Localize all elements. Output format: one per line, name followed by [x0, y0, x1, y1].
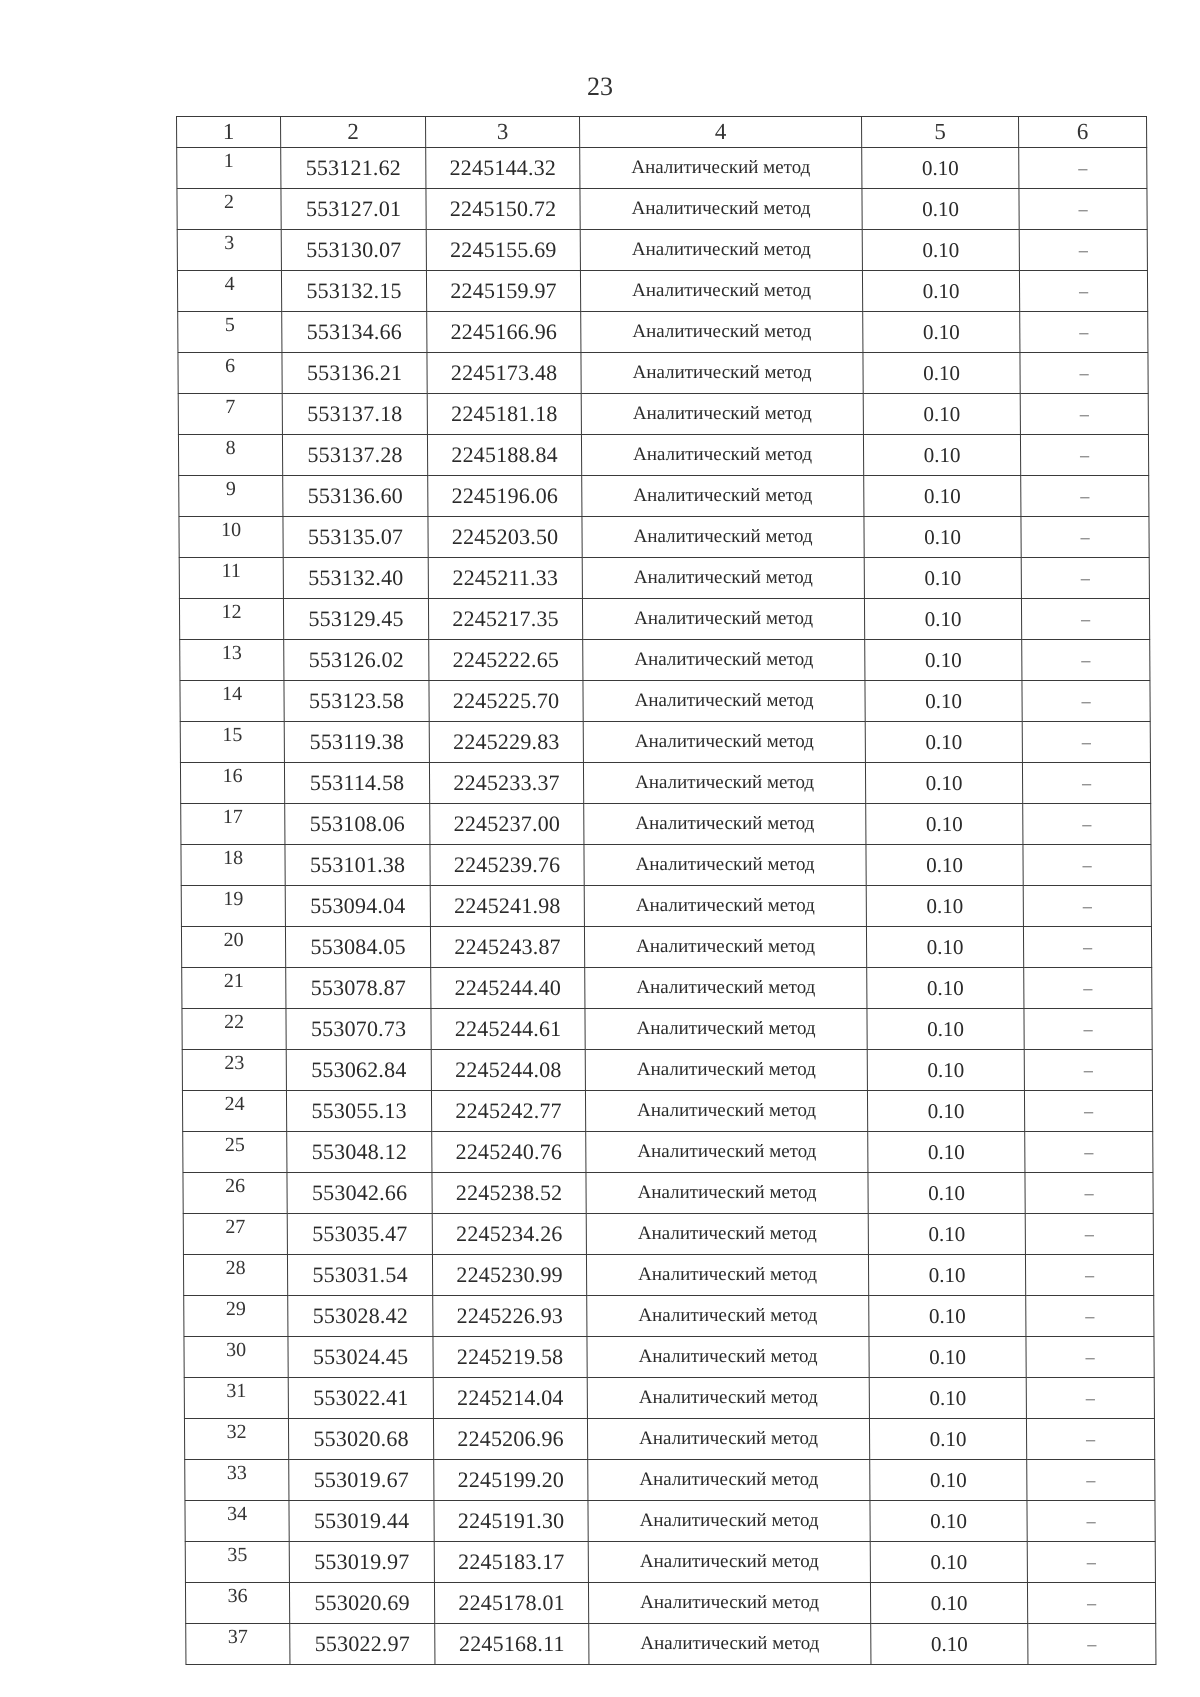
point-number-cell: 14: [180, 681, 284, 722]
x-coordinate-cell: 553129.45: [283, 599, 428, 640]
table-row: [181, 845, 1151, 886]
precision-cell: 0.10: [862, 271, 1019, 312]
point-number-cell: 27: [183, 1214, 287, 1255]
note-cell: –: [1019, 271, 1147, 312]
y-coordinate-cell: 2245214.04: [433, 1378, 587, 1419]
note-cell: –: [1026, 1296, 1154, 1337]
point-number-cell: 12: [179, 599, 283, 640]
table-row: [183, 1255, 1153, 1296]
note-cell: –: [1020, 312, 1148, 353]
note-cell: –: [1024, 1091, 1152, 1132]
y-coordinate-cell: 2245155.69: [426, 230, 580, 271]
table-row: [180, 722, 1150, 763]
method-cell: Аналитический метод: [585, 1050, 867, 1091]
precision-cell: 0.10: [866, 886, 1023, 927]
x-coordinate-cell: 553062.84: [286, 1050, 431, 1091]
precision-cell: 0.10: [868, 1173, 1025, 1214]
method-cell: Аналитический метод: [580, 148, 862, 189]
method-cell: Аналитический метод: [581, 353, 863, 394]
y-coordinate-cell: 2245159.97: [426, 271, 580, 312]
note-cell: –: [1025, 1173, 1153, 1214]
precision-cell: 0.10: [871, 1624, 1028, 1665]
note-cell: –: [1021, 476, 1149, 517]
y-coordinate-cell: 2245230.99: [432, 1255, 586, 1296]
precision-cell: 0.10: [864, 517, 1021, 558]
table-row: [177, 189, 1147, 230]
point-number-cell: 33: [185, 1460, 289, 1501]
table-row: [179, 517, 1149, 558]
note-cell: –: [1026, 1378, 1154, 1419]
x-coordinate-cell: 553022.97: [290, 1624, 435, 1665]
note-cell: –: [1023, 927, 1151, 968]
method-cell: Аналитический метод: [586, 1214, 868, 1255]
table-row: [184, 1378, 1154, 1419]
point-number-cell: 24: [182, 1091, 286, 1132]
method-cell: Аналитический метод: [587, 1378, 869, 1419]
x-coordinate-cell: 553137.18: [282, 394, 427, 435]
method-cell: Аналитический метод: [587, 1296, 869, 1337]
table-row: [178, 435, 1148, 476]
precision-cell: 0.10: [866, 927, 1023, 968]
table-row: [179, 476, 1149, 517]
precision-cell: 0.10: [869, 1337, 1026, 1378]
table-row: [185, 1583, 1155, 1624]
point-number-cell: 5: [178, 312, 282, 353]
table-row: [180, 681, 1150, 722]
precision-cell: 0.10: [863, 435, 1020, 476]
precision-cell: 0.10: [868, 1255, 1025, 1296]
y-coordinate-cell: 2245188.84: [427, 435, 581, 476]
precision-cell: 0.10: [863, 312, 1020, 353]
point-number-cell: 34: [185, 1501, 289, 1542]
y-coordinate-cell: 2245191.30: [434, 1501, 588, 1542]
table-row: [185, 1460, 1155, 1501]
point-number-cell: 17: [181, 804, 285, 845]
method-cell: Аналитический метод: [585, 1091, 867, 1132]
method-cell: Аналитический метод: [581, 435, 863, 476]
point-number-cell: 22: [182, 1009, 286, 1050]
x-coordinate-cell: 553134.66: [282, 312, 427, 353]
point-number-cell: 21: [182, 968, 286, 1009]
point-number-cell: 29: [184, 1296, 288, 1337]
method-cell: Аналитический метод: [586, 1255, 868, 1296]
y-coordinate-cell: 2245173.48: [427, 353, 581, 394]
x-coordinate-cell: 553136.21: [282, 353, 427, 394]
table-header: [177, 117, 1147, 148]
note-cell: –: [1027, 1583, 1155, 1624]
table-row: [177, 271, 1147, 312]
point-number-cell: 3: [177, 230, 281, 271]
y-coordinate-cell: 2245237.00: [430, 804, 584, 845]
point-number-cell: 32: [184, 1419, 288, 1460]
table-row: [180, 763, 1150, 804]
x-coordinate-cell: 553078.87: [286, 968, 431, 1009]
y-coordinate-cell: 2245199.20: [434, 1460, 588, 1501]
point-number-cell: 11: [179, 558, 283, 599]
table-row: [177, 230, 1147, 271]
header-col-2: 2: [281, 117, 426, 148]
table-row: [178, 312, 1148, 353]
x-coordinate-cell: 553094.04: [285, 886, 430, 927]
point-number-cell: 28: [183, 1255, 287, 1296]
y-coordinate-cell: 2245226.93: [433, 1296, 587, 1337]
method-cell: Аналитический метод: [582, 599, 864, 640]
table-row: [184, 1337, 1154, 1378]
point-number-cell: 10: [179, 517, 283, 558]
precision-cell: 0.10: [869, 1296, 1026, 1337]
note-cell: –: [1027, 1501, 1155, 1542]
point-number-cell: 30: [184, 1337, 288, 1378]
method-cell: Аналитический метод: [587, 1419, 869, 1460]
header-row: [177, 117, 1147, 148]
y-coordinate-cell: 2245238.52: [432, 1173, 586, 1214]
x-coordinate-cell: 553127.01: [281, 189, 426, 230]
method-cell: Аналитический метод: [583, 722, 865, 763]
table-row: [182, 968, 1152, 1009]
y-coordinate-cell: 2245233.37: [429, 763, 583, 804]
precision-cell: 0.10: [867, 968, 1024, 1009]
precision-cell: 0.10: [864, 599, 1021, 640]
method-cell: Аналитический метод: [584, 886, 866, 927]
x-coordinate-cell: 553020.69: [289, 1583, 434, 1624]
note-cell: –: [1023, 804, 1151, 845]
table-row: [179, 599, 1149, 640]
precision-cell: 0.10: [863, 394, 1020, 435]
method-cell: Аналитический метод: [587, 1337, 869, 1378]
x-coordinate-cell: 553022.41: [288, 1378, 433, 1419]
point-number-cell: 16: [180, 763, 284, 804]
precision-cell: 0.10: [866, 845, 1023, 886]
x-coordinate-cell: 553135.07: [283, 517, 428, 558]
table-row: [182, 1091, 1152, 1132]
header-col-1: 1: [177, 117, 281, 148]
y-coordinate-cell: 2245217.35: [428, 599, 582, 640]
y-coordinate-cell: 2245196.06: [428, 476, 582, 517]
x-coordinate-cell: 553042.66: [287, 1173, 432, 1214]
precision-cell: 0.10: [870, 1542, 1027, 1583]
header-col-5: 5: [862, 117, 1019, 148]
precision-cell: 0.10: [862, 230, 1019, 271]
x-coordinate-cell: 553137.28: [282, 435, 427, 476]
precision-cell: 0.10: [867, 1091, 1024, 1132]
method-cell: Аналитический метод: [588, 1542, 870, 1583]
x-coordinate-cell: 553084.05: [285, 927, 430, 968]
note-cell: –: [1027, 1542, 1155, 1583]
point-number-cell: 36: [185, 1583, 289, 1624]
note-cell: –: [1024, 968, 1152, 1009]
point-number-cell: 25: [183, 1132, 287, 1173]
point-number-cell: 8: [178, 435, 282, 476]
x-coordinate-cell: 553136.60: [283, 476, 428, 517]
note-cell: –: [1025, 1255, 1153, 1296]
table-row: [182, 1009, 1152, 1050]
method-cell: Аналитический метод: [580, 271, 862, 312]
table-row: [181, 804, 1151, 845]
y-coordinate-cell: 2245241.98: [430, 886, 584, 927]
x-coordinate-cell: 553024.45: [288, 1337, 433, 1378]
method-cell: Аналитический метод: [580, 189, 862, 230]
table-row: [183, 1173, 1153, 1214]
note-cell: –: [1020, 353, 1148, 394]
note-cell: –: [1025, 1214, 1153, 1255]
y-coordinate-cell: 2245203.50: [428, 517, 582, 558]
x-coordinate-cell: 553130.07: [281, 230, 426, 271]
table-row: [177, 148, 1147, 189]
precision-cell: 0.10: [863, 353, 1020, 394]
note-cell: –: [1028, 1624, 1156, 1665]
y-coordinate-cell: 2245168.11: [435, 1624, 589, 1665]
y-coordinate-cell: 2245219.58: [433, 1337, 587, 1378]
method-cell: Аналитический метод: [586, 1173, 868, 1214]
method-cell: Аналитический метод: [584, 804, 866, 845]
table-row: [178, 353, 1148, 394]
x-coordinate-cell: 553132.40: [283, 558, 428, 599]
method-cell: Аналитический метод: [582, 476, 864, 517]
note-cell: –: [1024, 1009, 1152, 1050]
table-row: [178, 394, 1148, 435]
note-cell: –: [1019, 148, 1147, 189]
x-coordinate-cell: 553070.73: [286, 1009, 431, 1050]
precision-cell: 0.10: [870, 1501, 1027, 1542]
y-coordinate-cell: 2245240.76: [432, 1132, 586, 1173]
method-cell: Аналитический метод: [586, 1132, 868, 1173]
point-number-cell: 26: [183, 1173, 287, 1214]
y-coordinate-cell: 2245183.17: [434, 1542, 588, 1583]
y-coordinate-cell: 2245144.32: [426, 148, 580, 189]
table-row: [184, 1419, 1154, 1460]
header-col-6: 6: [1019, 117, 1147, 148]
method-cell: Аналитический метод: [588, 1460, 870, 1501]
x-coordinate-cell: 553031.54: [287, 1255, 432, 1296]
point-number-cell: 31: [184, 1378, 288, 1419]
precision-cell: 0.10: [866, 804, 1023, 845]
y-coordinate-cell: 2245242.77: [431, 1091, 585, 1132]
precision-cell: 0.10: [865, 640, 1022, 681]
x-coordinate-cell: 553020.68: [288, 1419, 433, 1460]
table-body: [177, 148, 1156, 1665]
x-coordinate-cell: 553132.15: [281, 271, 426, 312]
method-cell: Аналитический метод: [583, 681, 865, 722]
y-coordinate-cell: 2245206.96: [433, 1419, 587, 1460]
y-coordinate-cell: 2245211.33: [428, 558, 582, 599]
note-cell: –: [1022, 640, 1150, 681]
table-row: [181, 886, 1151, 927]
precision-cell: 0.10: [867, 1050, 1024, 1091]
header-col-4: 4: [580, 117, 862, 148]
point-number-cell: 6: [178, 353, 282, 394]
y-coordinate-cell: 2245243.87: [430, 927, 584, 968]
table-row: [179, 558, 1149, 599]
table-row: [180, 640, 1150, 681]
method-cell: Аналитический метод: [585, 1009, 867, 1050]
method-cell: Аналитический метод: [581, 394, 863, 435]
method-cell: Аналитический метод: [589, 1624, 871, 1665]
note-cell: –: [1019, 230, 1147, 271]
y-coordinate-cell: 2245244.08: [431, 1050, 585, 1091]
method-cell: Аналитический метод: [582, 558, 864, 599]
precision-cell: 0.10: [868, 1132, 1025, 1173]
table-row: [181, 927, 1151, 968]
x-coordinate-cell: 553019.67: [289, 1460, 434, 1501]
method-cell: Аналитический метод: [584, 845, 866, 886]
method-cell: Аналитический метод: [588, 1583, 870, 1624]
method-cell: Аналитический метод: [583, 640, 865, 681]
y-coordinate-cell: 2245222.65: [429, 640, 583, 681]
table-row: [185, 1542, 1155, 1583]
x-coordinate-cell: 553019.97: [289, 1542, 434, 1583]
precision-cell: 0.10: [864, 558, 1021, 599]
y-coordinate-cell: 2245166.96: [427, 312, 581, 353]
note-cell: –: [1022, 681, 1150, 722]
x-coordinate-cell: 553114.58: [284, 763, 429, 804]
x-coordinate-cell: 553126.02: [284, 640, 429, 681]
method-cell: Аналитический метод: [584, 927, 866, 968]
method-cell: Аналитический метод: [588, 1501, 870, 1542]
note-cell: –: [1027, 1460, 1155, 1501]
x-coordinate-cell: 553055.13: [286, 1091, 431, 1132]
y-coordinate-cell: 2245239.76: [430, 845, 584, 886]
method-cell: Аналитический метод: [581, 312, 863, 353]
x-coordinate-cell: 553108.06: [285, 804, 430, 845]
point-number-cell: 23: [182, 1050, 286, 1091]
note-cell: –: [1021, 517, 1149, 558]
point-number-cell: 15: [180, 722, 284, 763]
table-row: [182, 1050, 1152, 1091]
precision-cell: 0.10: [870, 1460, 1027, 1501]
precision-cell: 0.10: [865, 722, 1022, 763]
point-number-cell: 7: [178, 394, 282, 435]
x-coordinate-cell: 553048.12: [287, 1132, 432, 1173]
x-coordinate-cell: 553101.38: [285, 845, 430, 886]
method-cell: Аналитический метод: [585, 968, 867, 1009]
point-number-cell: 18: [181, 845, 285, 886]
table-row: [185, 1501, 1155, 1542]
precision-cell: 0.10: [864, 476, 1021, 517]
precision-cell: 0.10: [867, 1009, 1024, 1050]
method-cell: Аналитический метод: [580, 230, 862, 271]
y-coordinate-cell: 2245229.83: [429, 722, 583, 763]
note-cell: –: [1023, 886, 1151, 927]
note-cell: –: [1020, 435, 1148, 476]
note-cell: –: [1020, 394, 1148, 435]
point-number-cell: 2: [177, 189, 281, 230]
coordinates-table-wrapper: [176, 116, 1155, 1665]
x-coordinate-cell: 553123.58: [284, 681, 429, 722]
method-cell: Аналитический метод: [583, 763, 865, 804]
point-number-cell: 37: [186, 1624, 290, 1665]
y-coordinate-cell: 2245225.70: [429, 681, 583, 722]
y-coordinate-cell: 2245181.18: [427, 394, 581, 435]
note-cell: –: [1022, 722, 1150, 763]
table-row: [183, 1132, 1153, 1173]
page-number: 23: [587, 72, 613, 101]
y-coordinate-cell: 2245150.72: [426, 189, 580, 230]
precision-cell: 0.10: [869, 1378, 1026, 1419]
note-cell: –: [1023, 845, 1151, 886]
y-coordinate-cell: 2245234.26: [432, 1214, 586, 1255]
point-number-cell: 9: [179, 476, 283, 517]
precision-cell: 0.10: [865, 763, 1022, 804]
note-cell: –: [1024, 1050, 1152, 1091]
point-number-cell: 13: [180, 640, 284, 681]
x-coordinate-cell: 553121.62: [281, 148, 426, 189]
y-coordinate-cell: 2245244.61: [431, 1009, 585, 1050]
note-cell: –: [1019, 189, 1147, 230]
precision-cell: 0.10: [868, 1214, 1025, 1255]
precision-cell: 0.10: [862, 148, 1019, 189]
note-cell: –: [1026, 1337, 1154, 1378]
header-col-3: 3: [426, 117, 580, 148]
table-row: [186, 1624, 1156, 1665]
note-cell: –: [1021, 599, 1149, 640]
point-number-cell: 35: [185, 1542, 289, 1583]
note-cell: –: [1022, 763, 1150, 804]
precision-cell: 0.10: [862, 189, 1019, 230]
point-number-cell: 19: [181, 886, 285, 927]
x-coordinate-cell: 553028.42: [288, 1296, 433, 1337]
note-cell: –: [1026, 1419, 1154, 1460]
table-row: [184, 1296, 1154, 1337]
precision-cell: 0.10: [865, 681, 1022, 722]
table-row: [183, 1214, 1153, 1255]
method-cell: Аналитический метод: [582, 517, 864, 558]
x-coordinate-cell: 553119.38: [284, 722, 429, 763]
coordinates-table: [176, 116, 1156, 1665]
point-number-cell: 1: [177, 148, 281, 189]
point-number-cell: 20: [181, 927, 285, 968]
precision-cell: 0.10: [869, 1419, 1026, 1460]
x-coordinate-cell: 553035.47: [287, 1214, 432, 1255]
precision-cell: 0.10: [870, 1583, 1027, 1624]
x-coordinate-cell: 553019.44: [289, 1501, 434, 1542]
y-coordinate-cell: 2245244.40: [431, 968, 585, 1009]
point-number-cell: 4: [177, 271, 281, 312]
y-coordinate-cell: 2245178.01: [434, 1583, 588, 1624]
note-cell: –: [1025, 1132, 1153, 1173]
note-cell: –: [1021, 558, 1149, 599]
